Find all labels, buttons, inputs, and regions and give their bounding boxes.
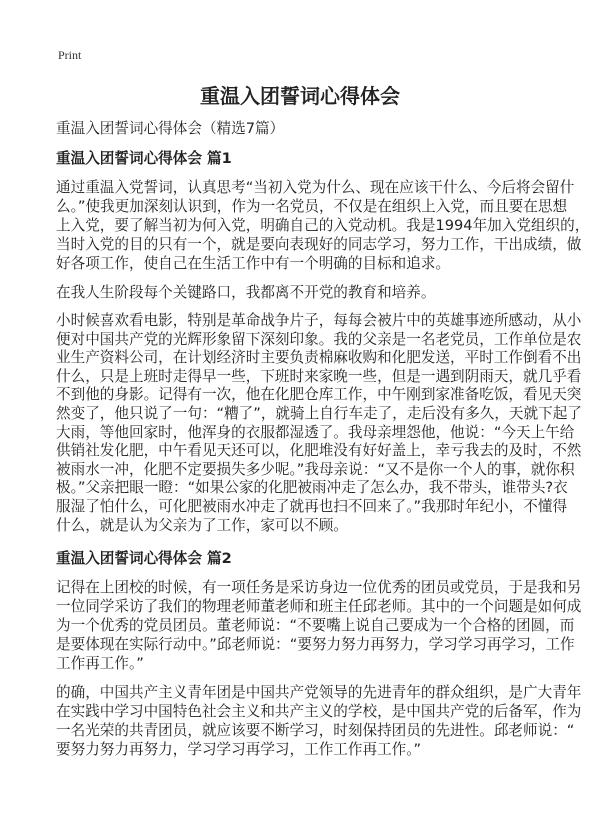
paragraph-line: 被雨水一冲，化肥不定要损失多少呢。”我母亲说：“又不是你一个人的事，就你积	[56, 460, 575, 478]
paragraph	[56, 578, 582, 673]
paragraph-line: 记得在上团校的时候，有一项任务是采访身边一位优秀的团员或党员，于是我和另	[56, 579, 582, 597]
document-body	[56, 119, 590, 769]
document-section	[56, 149, 590, 549]
paragraph-line: 一名光荣的共青团员，就应该要不断学习，时刻保持团员的先进性。邱老师说：“	[56, 722, 575, 740]
paragraph	[56, 178, 590, 273]
paragraph-line: 然变了，他只说了一句：“糟了”，就骑上自行车走了，走后没有多久，天就下起了	[56, 404, 582, 422]
paragraph-line: 什么，只是上班时走得早一些，下班时来家晚一些，但是一遇到阴雨天，就几乎看	[56, 367, 582, 385]
section-heading: 重温入团誓词心得体会 篇1	[56, 150, 232, 167]
paragraph-line: 要努力努力再努力，学习学习再学习，工作工作再工作。”	[56, 741, 422, 759]
paragraph-line: 什么，就是认为父亲为了工作，家可以不顾。	[56, 516, 348, 534]
paragraph-line: 小时候喜欢看电影，特别是革命战争片子，每每会被片中的英雄事迹所感动，从小	[56, 312, 582, 329]
paragraph-line: 好各项工作，使自己在生活工作中有一个明确的目标和追求。	[56, 255, 451, 272]
section-heading: 重温入团誓词心得体会 篇2	[56, 550, 232, 568]
paragraph-line: 不到他的身影。记得有一次，他在化肥仓库工作，中午刚到家准备吃饭，看见天突	[56, 386, 582, 404]
paragraph-line: 当时入党的目的只有一个，就是要向表现好的同志学习，努力工作，干出成绩，做	[56, 236, 582, 253]
paragraph-line: 是要体现在实际行动中。”邱老师说：“要努力努力再努力，学习学习再学习，工作	[56, 636, 575, 654]
paragraph	[56, 683, 582, 759]
paragraph	[56, 312, 582, 535]
paragraph-line: 为一个优秀的党员团员。董老师说：“不要嘴上说自己要成为一个合格的团圆，而	[56, 617, 575, 635]
paragraph-line: 便对中国共产党的光辉形象留下深刻印象。我的父亲是一名老党员，工作单位是农	[56, 330, 582, 348]
paragraph-line: 大雨，等他回家时，他浑身的衣服都湿透了。我母亲埋怨他，他说：“今天上午给	[56, 423, 575, 441]
document-section	[56, 549, 582, 759]
print-link[interactable]: Print	[58, 48, 82, 62]
paragraph-line: 么。”使我更加深刻认识到，作为一名党员，不仅是在组织上入党，而且要在思想	[56, 198, 568, 215]
paragraph-line: 在实践中学习中国特色社会主义和共产主义的学校，是中国共产党的后备军，作为	[56, 703, 582, 721]
paragraph-line: 的确，中国共产主义青年团是中国共产党领导的先进青年的群众组织，是广大青年	[56, 684, 582, 702]
document-subtitle: 重温入团誓词心得体会（精选7篇）	[56, 120, 285, 137]
page-title: 重温入团誓词心得体会	[200, 84, 400, 108]
paragraph-line: 业生产资料公司，在计划经济时主要负责棉麻收购和化肥发送，平时工作倒看不出	[56, 349, 582, 367]
paragraph-line: 供销社发化肥，中午看见天还可以，化肥堆没有好好盖上，幸亏我去的及时，不然	[56, 442, 582, 460]
paragraph-line: 在我人生阶段每个关键路口，我都离不开党的教育和培养。	[56, 284, 436, 301]
paragraph-line: 工作再工作。”	[56, 655, 144, 673]
paragraph-line: 服湿了怕什么，可化肥被雨水冲走了就再也扫不回来了。”我那时年纪小，不懂得	[56, 497, 568, 515]
paragraph-line: 一位同学采访了我们的物理老师董老师和班主任邱老师。其中的一个问题是如何成	[56, 598, 582, 616]
paragraph-line: 上入党，要了解当初为何入党，明确自己的入党动机。我是1994年加入党组织的，	[56, 217, 590, 234]
paragraph-line: 通过重温入党誓词，认真思考“当初入党为什么、现在应该干什么、今后将会留什	[56, 179, 575, 196]
paragraph-line: 极。”父亲把眼一瞪：“如果公家的化肥被雨冲走了怎么办，我不带头，谁带头?衣	[56, 479, 568, 497]
paragraph	[56, 283, 556, 302]
